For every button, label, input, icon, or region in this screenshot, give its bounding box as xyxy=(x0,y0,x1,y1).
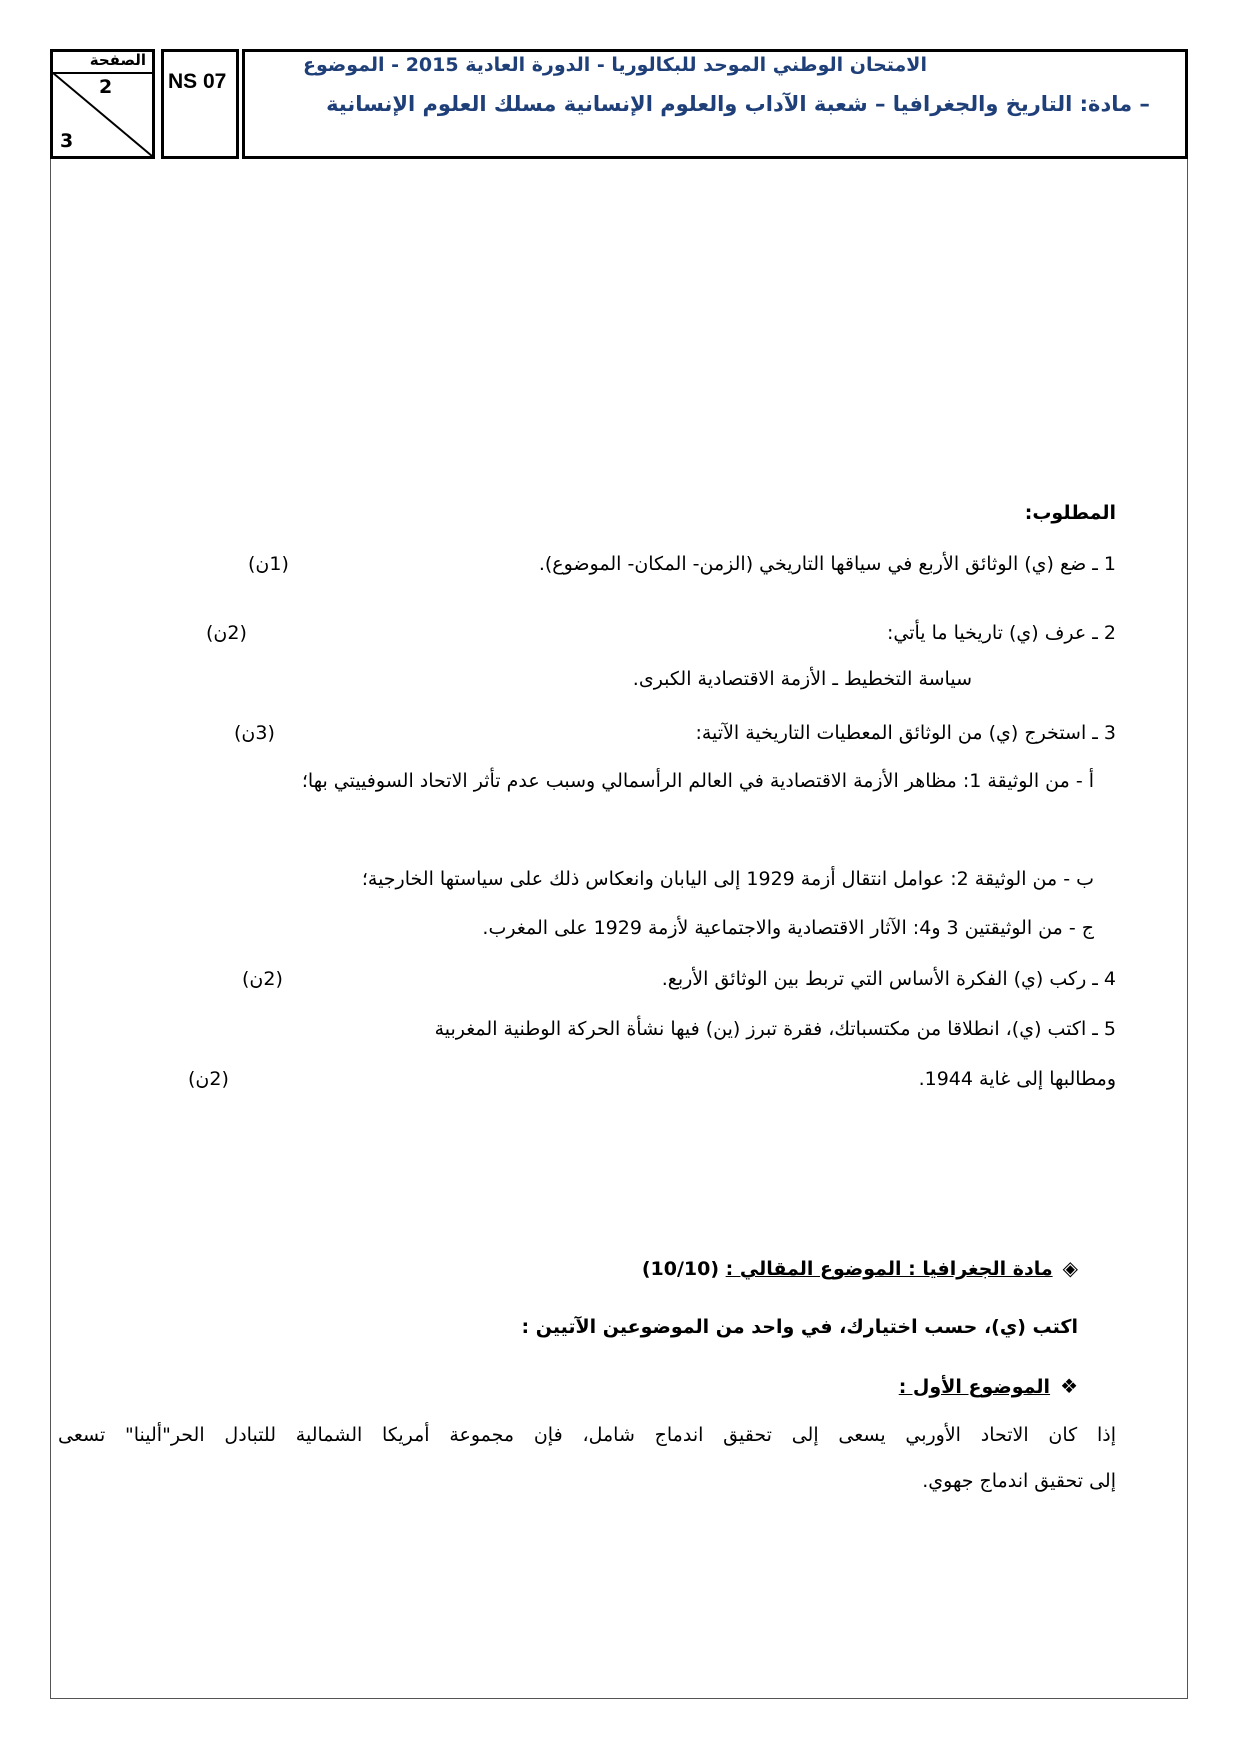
page-number-box xyxy=(50,49,155,159)
topic-1-line2: إلى تحقيق اندماج جهوي. xyxy=(922,1470,1116,1492)
question-3-b: ب - من الوثيقة 2: عوامل انتقال أزمة 1929 إلى اليابان وانعكاس ذلك على سياستها الخارجية؛ xyxy=(361,868,1094,890)
page-label: الصفحة xyxy=(89,51,146,69)
exam-title-line2: – مادة: التاريخ والجغرافيا – شعبة الآداب والعلوم الإنسانية مسلك العلوم الإنسانية xyxy=(326,92,1150,116)
question-3-points: (3ن) xyxy=(234,722,275,744)
question-2: 2 ـ عرف (ي) تاريخيا ما يأتي: xyxy=(886,622,1116,644)
four-diamond-icon: ❖ xyxy=(1060,1374,1078,1398)
exam-header xyxy=(50,49,1188,159)
exam-title-box xyxy=(242,49,1188,159)
question-3-a: أ - من الوثيقة 1: مظاهر الأزمة الاقتصادية في العالم الرأسمالي وسبب عدم تأثر الاتحاد السوفييتي بها؛ xyxy=(301,770,1094,792)
exam-code: NS 07 xyxy=(168,70,227,93)
question-1-points: (1ن) xyxy=(248,553,289,575)
question-3-c: ج - من الوثيقتين 3 و4: الآثار الاقتصادية والاجتماعية لأزمة 1929 على المغرب. xyxy=(482,917,1094,939)
topic-1-heading: الموضوع الأول : xyxy=(898,1376,1051,1398)
exam-code-box xyxy=(161,49,239,159)
geography-instruction: اكتب (ي)، حسب اختيارك، في واحد من الموضوعين الآتيين : xyxy=(521,1316,1078,1338)
question-5-line1: 5 ـ اكتب (ي)، انطلاقا من مكتسباتك، فقرة تبرز (ين) فيها نشأة الحركة الوطنية المغربية xyxy=(434,1018,1116,1040)
question-5-points: (2ن) xyxy=(188,1068,229,1090)
diamond-icon: ◈ xyxy=(1062,1256,1078,1280)
question-2-terms: سياسة التخطيط ـ الأزمة الاقتصادية الكبرى. xyxy=(632,668,972,690)
question-4: 4 ـ ركب (ي) الفكرة الأساس التي تربط بين الوثائق الأربع. xyxy=(661,968,1116,990)
geography-score: (10/10) xyxy=(641,1258,720,1280)
topic-1-line1: إذا كان الاتحاد الأوربي يسعى إلى تحقيق اندماج شامل، فإن مجموعة أمريكا الشمالية للتبادل الحر"ألينا" تسعى xyxy=(58,1424,1116,1446)
page-current: 2 xyxy=(99,76,113,98)
question-5-line2: ومطالبها إلى غاية 1944. xyxy=(918,1068,1116,1090)
exam-title-line1: الامتحان الوطني الموحد للبكالوريا - الدورة العادية 2015 - الموضوع xyxy=(303,54,927,76)
question-2-points: (2ن) xyxy=(206,622,247,644)
question-4-points: (2ن) xyxy=(242,968,283,990)
question-1: 1 ـ ضع (ي) الوثائق الأربع في سياقها التاريخي (الزمن- المكان- الموضوع). xyxy=(538,553,1116,575)
topic-1-heading-line xyxy=(899,1374,1078,1398)
question-3: 3 ـ استخرج (ي) من الوثائق المعطيات التاريخية الآتية: xyxy=(695,722,1116,744)
geography-heading: مادة الجغرافيا : الموضوع المقالي : xyxy=(725,1258,1053,1280)
page-total: 3 xyxy=(60,130,74,152)
geography-heading-line xyxy=(642,1256,1078,1280)
questions-heading: المطلوب: xyxy=(1024,502,1116,524)
